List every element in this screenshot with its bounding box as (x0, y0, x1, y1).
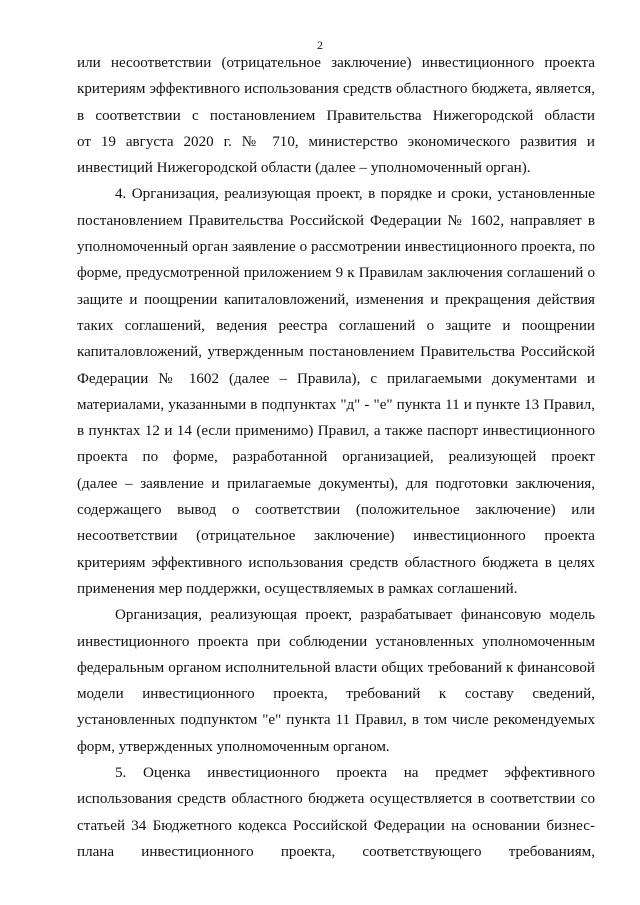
text-line: от 19 августа 2020 г. № 710, министерство экономического развития и (77, 133, 595, 150)
text-line: Федерации № 1602 (далее – Правила), с прилагаемыми документами и (77, 370, 595, 387)
text-line: проекта по форме, разработанной организацией, реализующей проект (77, 449, 595, 466)
text-line: 4. Организация, реализующая проект, в порядке и сроки, установленные (115, 186, 595, 203)
text-line: плана инвестиционного проекта, соответствующего требованиям, (77, 843, 595, 860)
document-body (77, 50, 595, 865)
text-line: таких соглашений, ведения реестра соглашений о защите и поощрении (77, 317, 595, 334)
paragraph-financial-model (77, 602, 595, 760)
text-line: критериям эффективного использования средств областного бюджета, является, (77, 81, 595, 98)
text-line: критериям эффективного использования средств областного бюджета в целях (77, 554, 595, 571)
text-line: уполномоченный орган заявление о рассмотрении инвестиционного проекта, по (77, 239, 595, 256)
text-line: несоответствии (отрицательное заключение) инвестиционного проекта (77, 528, 595, 545)
text-line: 5. Оценка инвестиционного проекта на предмет эффективного (115, 765, 595, 782)
text-line: защите и поощрении капиталовложений, изменения и прекращения действия (77, 291, 595, 308)
text-line: в соответствии с постановлением Правительства Нижегородской области (77, 107, 595, 124)
text-line: капиталовложений, утвержденным постановлением Правительства Российской (77, 344, 595, 361)
text-line: инвестиций Нижегородской области (далее – уполномоченный орган). (77, 160, 531, 177)
text-line: установленных подпунктом "е" пункта 11 Правил, в том числе рекомендуемых (77, 712, 595, 729)
page-number: 2 (317, 38, 323, 52)
text-line: или несоответствии (отрицательное заключение) инвестиционного проекта (77, 55, 595, 71)
paragraph-1-continuation (77, 50, 595, 181)
text-line: федеральным органом исполнительной власти общих требований к финансовой (77, 659, 595, 676)
text-line: использования средств областного бюджета осуществляется в соответствии со (77, 791, 595, 808)
text-line: статьей 34 Бюджетного кодекса Российской Федерации на основании бизнес- (77, 817, 595, 834)
text-line: постановлением Правительства Российской Федерации № 1602, направляет в (77, 212, 595, 229)
paragraph-5-assessment (77, 760, 595, 865)
text-line: в пунктах 12 и 14 (если применимо) Правил, а также паспорт инвестиционного (77, 423, 595, 440)
text-line: содержащего вывод о соответствии (положительное заключение) или (77, 502, 595, 519)
text-line: форме, предусмотренной приложением 9 к Правилам заключения соглашений о (77, 265, 595, 282)
text-line: Организация, реализующая проект, разрабатывает финансовую модель (115, 607, 595, 624)
text-line: модели инвестиционного проекта, требований к составу сведений, (77, 686, 595, 703)
text-line: форм, утвержденных уполномоченным органом. (77, 738, 390, 755)
text-line: применения мер поддержки, осуществляемых в рамках соглашений. (77, 580, 518, 597)
text-line: материалами, указанными в подпунктах "д" - "е" пункта 11 и пункте 13 Правил, (77, 396, 595, 413)
paragraph-4-application (77, 181, 595, 602)
text-line: инвестиционного проекта при соблюдении установленных уполномоченным (77, 633, 595, 650)
text-line: (далее – заявление и прилагаемые документы), для подготовки заключения, (77, 475, 595, 492)
